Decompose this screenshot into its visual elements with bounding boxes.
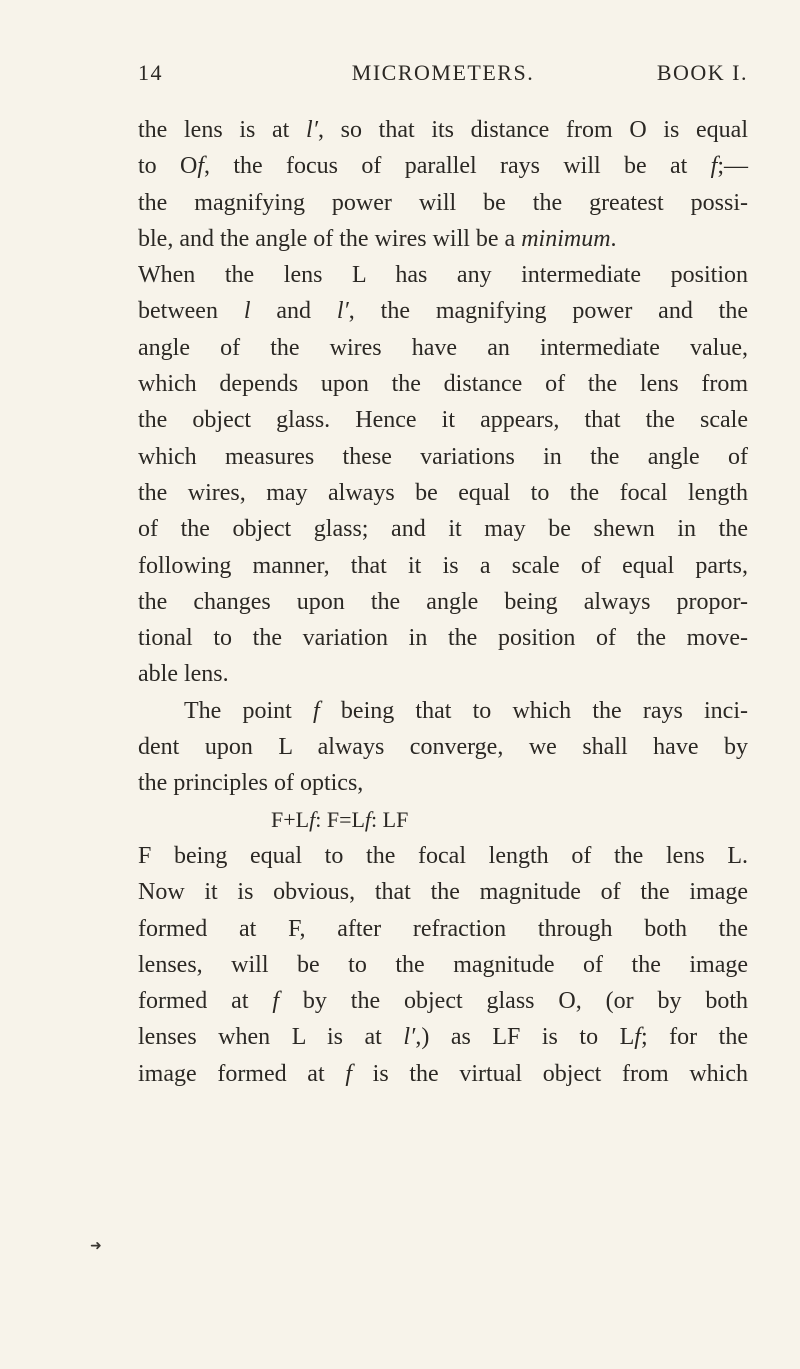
text-line: Now it is obvious, that the magnitude of the image [138, 879, 748, 906]
text-line: the principles of optics, [138, 770, 364, 797]
running-title: MICROMETERS. [351, 60, 535, 85]
text-line: which measures these variations in the angle of [138, 443, 748, 470]
text-line: The point f being that to which the rays inci- [184, 697, 748, 724]
text-line: formed at f by the object glass O, (or by both [138, 988, 748, 1015]
text-line: between l and l′, the magnifying power and the [138, 298, 749, 325]
text-line: of the object glass; and it may be shewn in the [138, 516, 748, 543]
text-line: image formed at f is the virtual object from which [138, 1060, 749, 1087]
text-line: the object glass. Hence it appears, that the scale [138, 407, 748, 434]
page-end-arrow-icon: ➜ [90, 1238, 102, 1254]
text-line: which depends upon the distance of the lens from [138, 371, 748, 398]
text-line: the changes upon the angle being always propor- [138, 588, 748, 615]
page-number: 14 [138, 60, 163, 85]
text-line: ble, and the angle of the wires will be a minimum. [138, 225, 617, 252]
equation-line: F+Lf: F=Lf: LF [271, 806, 409, 832]
text-line: able lens. [138, 661, 229, 688]
text-line: lenses, will be to the magnitude of the image [138, 951, 748, 978]
text-line: the wires, may always be equal to the focal length [138, 479, 748, 506]
text-line: dent upon L always converge, we shall have by [138, 734, 748, 761]
text-line: angle of the wires have an intermediate value, [138, 334, 748, 361]
text-line: the lens is at l′, so that its distance from O is equal [138, 117, 748, 143]
text-line: following manner, that it is a scale of equal parts, [138, 552, 748, 579]
text-line: tional to the variation in the position of the move- [138, 625, 748, 652]
text-line: F being equal to the focal length of the lens L. [138, 842, 748, 869]
text-line: to Of, the focus of parallel rays will be at f;— [138, 153, 748, 180]
text-line: When the lens L has any intermediate position [138, 262, 748, 289]
running-header [138, 60, 748, 94]
text-line: formed at F, after refraction through both the [138, 915, 748, 942]
book-label: BOOK I. [656, 60, 748, 85]
text-line: the magnifying power will be the greatest possi- [138, 189, 748, 216]
page-body-text [138, 112, 748, 1092]
text-line: lenses when L is at l′,) as LF is to Lf; for the [138, 1024, 749, 1051]
